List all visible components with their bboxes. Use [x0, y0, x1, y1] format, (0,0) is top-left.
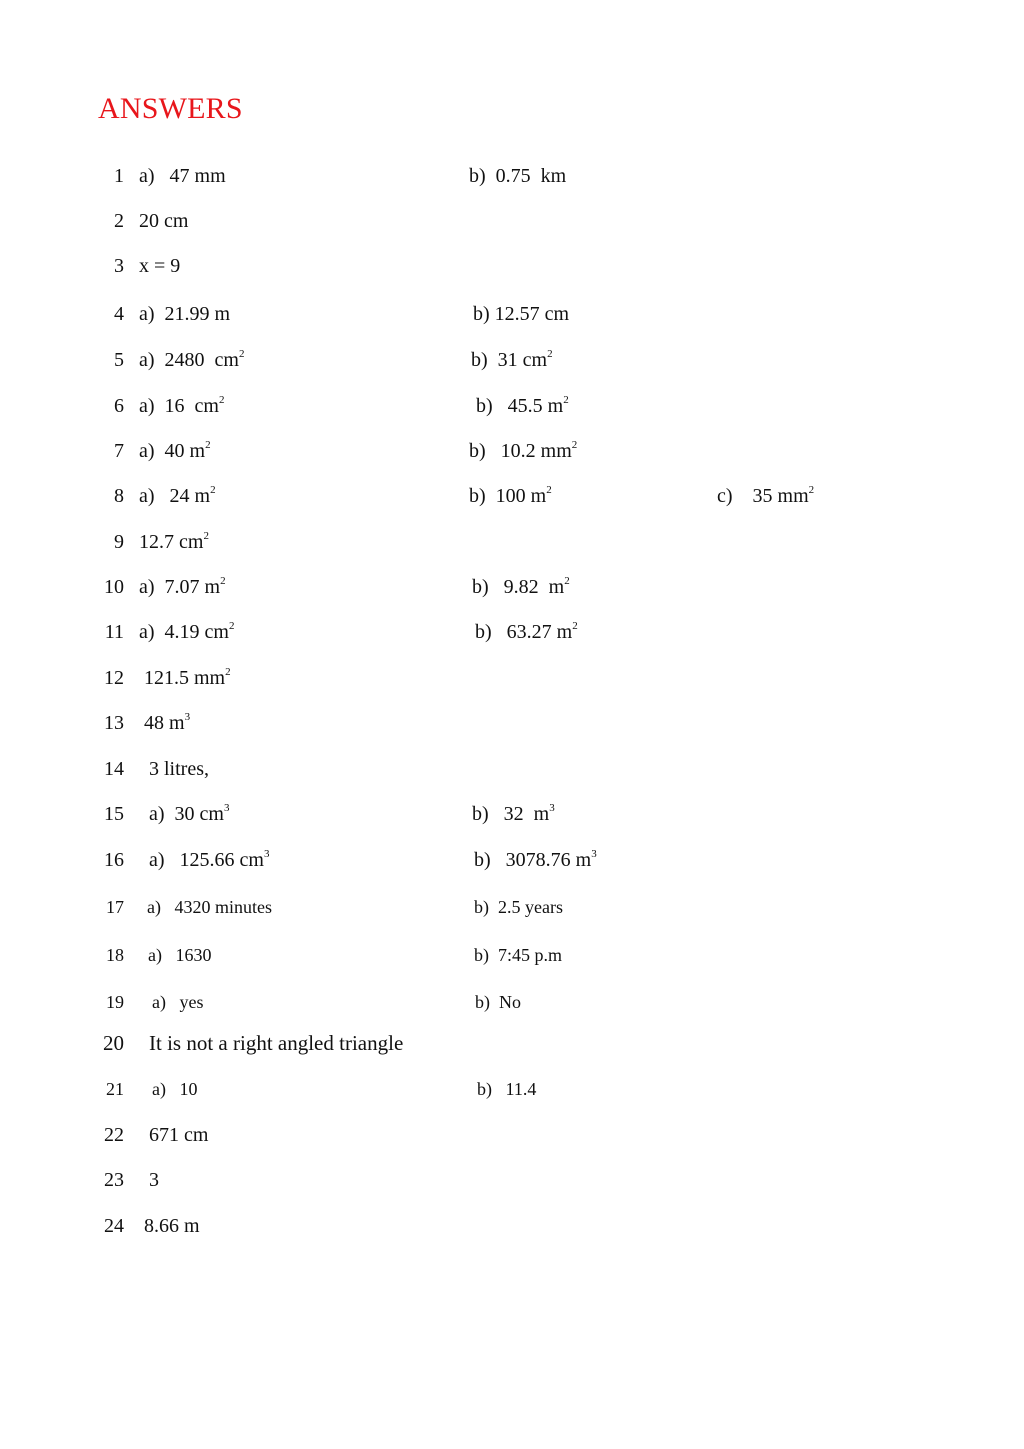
question-number: 11 — [104, 621, 124, 643]
unit-exponent: 2 — [228, 620, 235, 632]
answer-part — [139, 210, 188, 233]
answer-part — [144, 712, 190, 735]
answer-part — [717, 485, 814, 508]
question-number: 3 — [114, 255, 124, 277]
question-number: 23 — [104, 1169, 124, 1191]
answer-text: b) 7:45 p.m — [474, 945, 562, 965]
unit-exponent: 3 — [223, 802, 230, 814]
unit-exponent: 2 — [225, 666, 231, 678]
answer-text: a) 16 cm — [139, 395, 219, 417]
answer-part — [149, 1169, 159, 1192]
answer-text: b) 3078.76 m — [474, 849, 592, 871]
answer-part — [147, 897, 272, 918]
answer-text: a) 7.07 m — [139, 576, 221, 598]
answer-part — [469, 440, 577, 463]
question-number: 16 — [104, 849, 124, 871]
answer-part — [139, 485, 216, 508]
answer-part — [149, 1031, 403, 1056]
answer-part — [476, 395, 569, 418]
answer-text: a) 4.19 cm — [139, 621, 229, 643]
answer-part — [477, 1079, 536, 1100]
unit-exponent: 3 — [184, 711, 191, 723]
answer-part — [152, 992, 203, 1013]
answer-part — [139, 255, 180, 278]
answer-part — [144, 1215, 200, 1238]
answer-part — [139, 303, 230, 326]
answer-text: b) 9.82 m — [472, 576, 565, 598]
answer-row — [0, 395, 1024, 429]
answer-part — [149, 803, 229, 826]
answer-text: b) 32 m — [472, 803, 550, 825]
answer-text: 8.66 m — [144, 1215, 200, 1237]
answer-row — [0, 255, 1024, 289]
answer-text: 48 m — [144, 712, 185, 734]
answer-part — [139, 165, 226, 188]
answer-text: a) yes — [152, 992, 204, 1012]
answer-text: a) 21.99 m — [139, 303, 231, 325]
question-number: 14 — [104, 758, 124, 780]
unit-exponent: 2 — [547, 348, 553, 360]
answer-part — [472, 576, 570, 599]
answer-row — [0, 303, 1024, 337]
answer-row — [0, 1124, 1024, 1158]
answer-text: b) 100 m — [469, 485, 547, 507]
answer-text: x = 9 — [139, 255, 181, 277]
answer-row — [0, 849, 1024, 883]
answer-text: 671 cm — [149, 1124, 209, 1146]
answer-part — [149, 849, 269, 872]
answer-part — [469, 485, 552, 508]
answer-part — [475, 992, 521, 1013]
answer-part — [139, 440, 211, 463]
unit-exponent: 2 — [572, 620, 578, 632]
answer-text: b) No — [475, 992, 521, 1012]
answer-text: a) 30 cm — [149, 803, 224, 825]
answer-part — [469, 165, 566, 188]
answer-text: 3 litres, — [149, 758, 209, 780]
question-number: 2 — [114, 210, 124, 232]
answer-text: 121.5 mm — [144, 667, 226, 689]
answer-part — [475, 621, 578, 644]
answer-part — [139, 395, 224, 418]
answer-text: b) 2.5 years — [474, 897, 563, 917]
unit-exponent: 2 — [205, 439, 211, 451]
unit-exponent: 2 — [564, 575, 570, 587]
answer-text: b) 11.4 — [477, 1079, 537, 1099]
question-number: 5 — [114, 349, 124, 371]
answer-part — [474, 849, 597, 872]
answer-text: b) 63.27 m — [475, 621, 573, 643]
unit-exponent: 2 — [563, 394, 569, 406]
question-number: 6 — [114, 395, 124, 417]
answer-row — [0, 1031, 1024, 1065]
question-number: 20 — [103, 1031, 124, 1055]
answer-row — [0, 485, 1024, 519]
answer-text: b) 12.57 cm — [473, 303, 570, 325]
answer-part — [139, 621, 234, 644]
answer-part — [149, 758, 209, 781]
question-number: 1 — [114, 165, 124, 187]
answer-part — [474, 897, 563, 918]
answer-text: b) 0.75 km — [469, 165, 567, 187]
question-number: 15 — [104, 803, 124, 825]
unit-exponent: 2 — [238, 348, 245, 360]
unit-exponent: 2 — [203, 530, 209, 542]
question-number: 19 — [106, 992, 124, 1012]
answer-text: 20 cm — [139, 210, 189, 232]
answer-text: b) 31 cm — [471, 349, 548, 371]
unit-exponent: 2 — [808, 484, 815, 496]
answer-part — [473, 303, 569, 326]
answer-part — [148, 945, 211, 966]
answer-row — [0, 1079, 1024, 1113]
question-number: 21 — [106, 1079, 124, 1099]
answer-row — [0, 576, 1024, 610]
unit-exponent: 2 — [210, 484, 216, 496]
answer-row — [0, 758, 1024, 792]
question-number: 24 — [104, 1215, 124, 1237]
question-number: 18 — [106, 945, 124, 965]
page-title: ANSWERS — [98, 92, 243, 125]
answer-text: a) 2480 cm — [139, 349, 239, 371]
answer-row — [0, 440, 1024, 474]
answer-row — [0, 349, 1024, 383]
answer-text: a) 10 — [152, 1079, 198, 1099]
question-number: 12 — [104, 667, 124, 689]
unit-exponent: 3 — [549, 802, 555, 814]
answer-row — [0, 992, 1024, 1026]
answer-text: c) 35 mm — [717, 485, 809, 507]
question-number: 8 — [114, 485, 124, 507]
answer-text: a) 125.66 cm — [149, 849, 264, 871]
answer-part — [472, 803, 555, 826]
question-number: 7 — [114, 440, 124, 462]
answer-row — [0, 621, 1024, 655]
question-number: 9 — [114, 531, 124, 553]
answer-text: a) 24 m — [139, 485, 211, 507]
answer-text: b) 10.2 mm — [469, 440, 572, 462]
question-number: 13 — [104, 712, 124, 734]
answer-part — [474, 945, 562, 966]
answer-row — [0, 1169, 1024, 1203]
answer-row — [0, 803, 1024, 837]
answer-text: a) 1630 — [148, 945, 212, 965]
question-number: 4 — [114, 303, 124, 325]
answer-row — [0, 1215, 1024, 1249]
answer-part — [139, 349, 244, 372]
question-number: 10 — [104, 576, 124, 598]
answer-row — [0, 945, 1024, 979]
unit-exponent: 2 — [218, 394, 225, 406]
answer-part — [139, 531, 209, 554]
answer-part — [139, 576, 226, 599]
answer-row — [0, 712, 1024, 746]
unit-exponent: 2 — [571, 439, 578, 451]
answer-text: It is not a right angled triangle — [149, 1031, 404, 1055]
unit-exponent: 2 — [546, 484, 552, 496]
unit-exponent: 2 — [220, 575, 226, 587]
answer-row — [0, 210, 1024, 244]
answer-part — [471, 349, 553, 372]
answer-row — [0, 531, 1024, 565]
answer-text: a) 40 m — [139, 440, 206, 462]
answer-text: 3 — [149, 1169, 159, 1191]
answer-part — [152, 1079, 197, 1100]
answer-text: 12.7 cm — [139, 531, 204, 553]
unit-exponent: 3 — [263, 848, 270, 860]
answer-text: b) 45.5 m — [476, 395, 564, 417]
answer-text: a) 4320 minutes — [147, 897, 272, 917]
answer-text: a) 47 mm — [139, 165, 226, 187]
unit-exponent: 3 — [591, 848, 597, 860]
answer-part — [149, 1124, 208, 1147]
answer-row — [0, 667, 1024, 701]
answer-row — [0, 165, 1024, 199]
question-number: 17 — [106, 897, 124, 917]
answer-part — [144, 667, 231, 690]
question-number: 22 — [104, 1124, 124, 1146]
answer-row — [0, 897, 1024, 931]
